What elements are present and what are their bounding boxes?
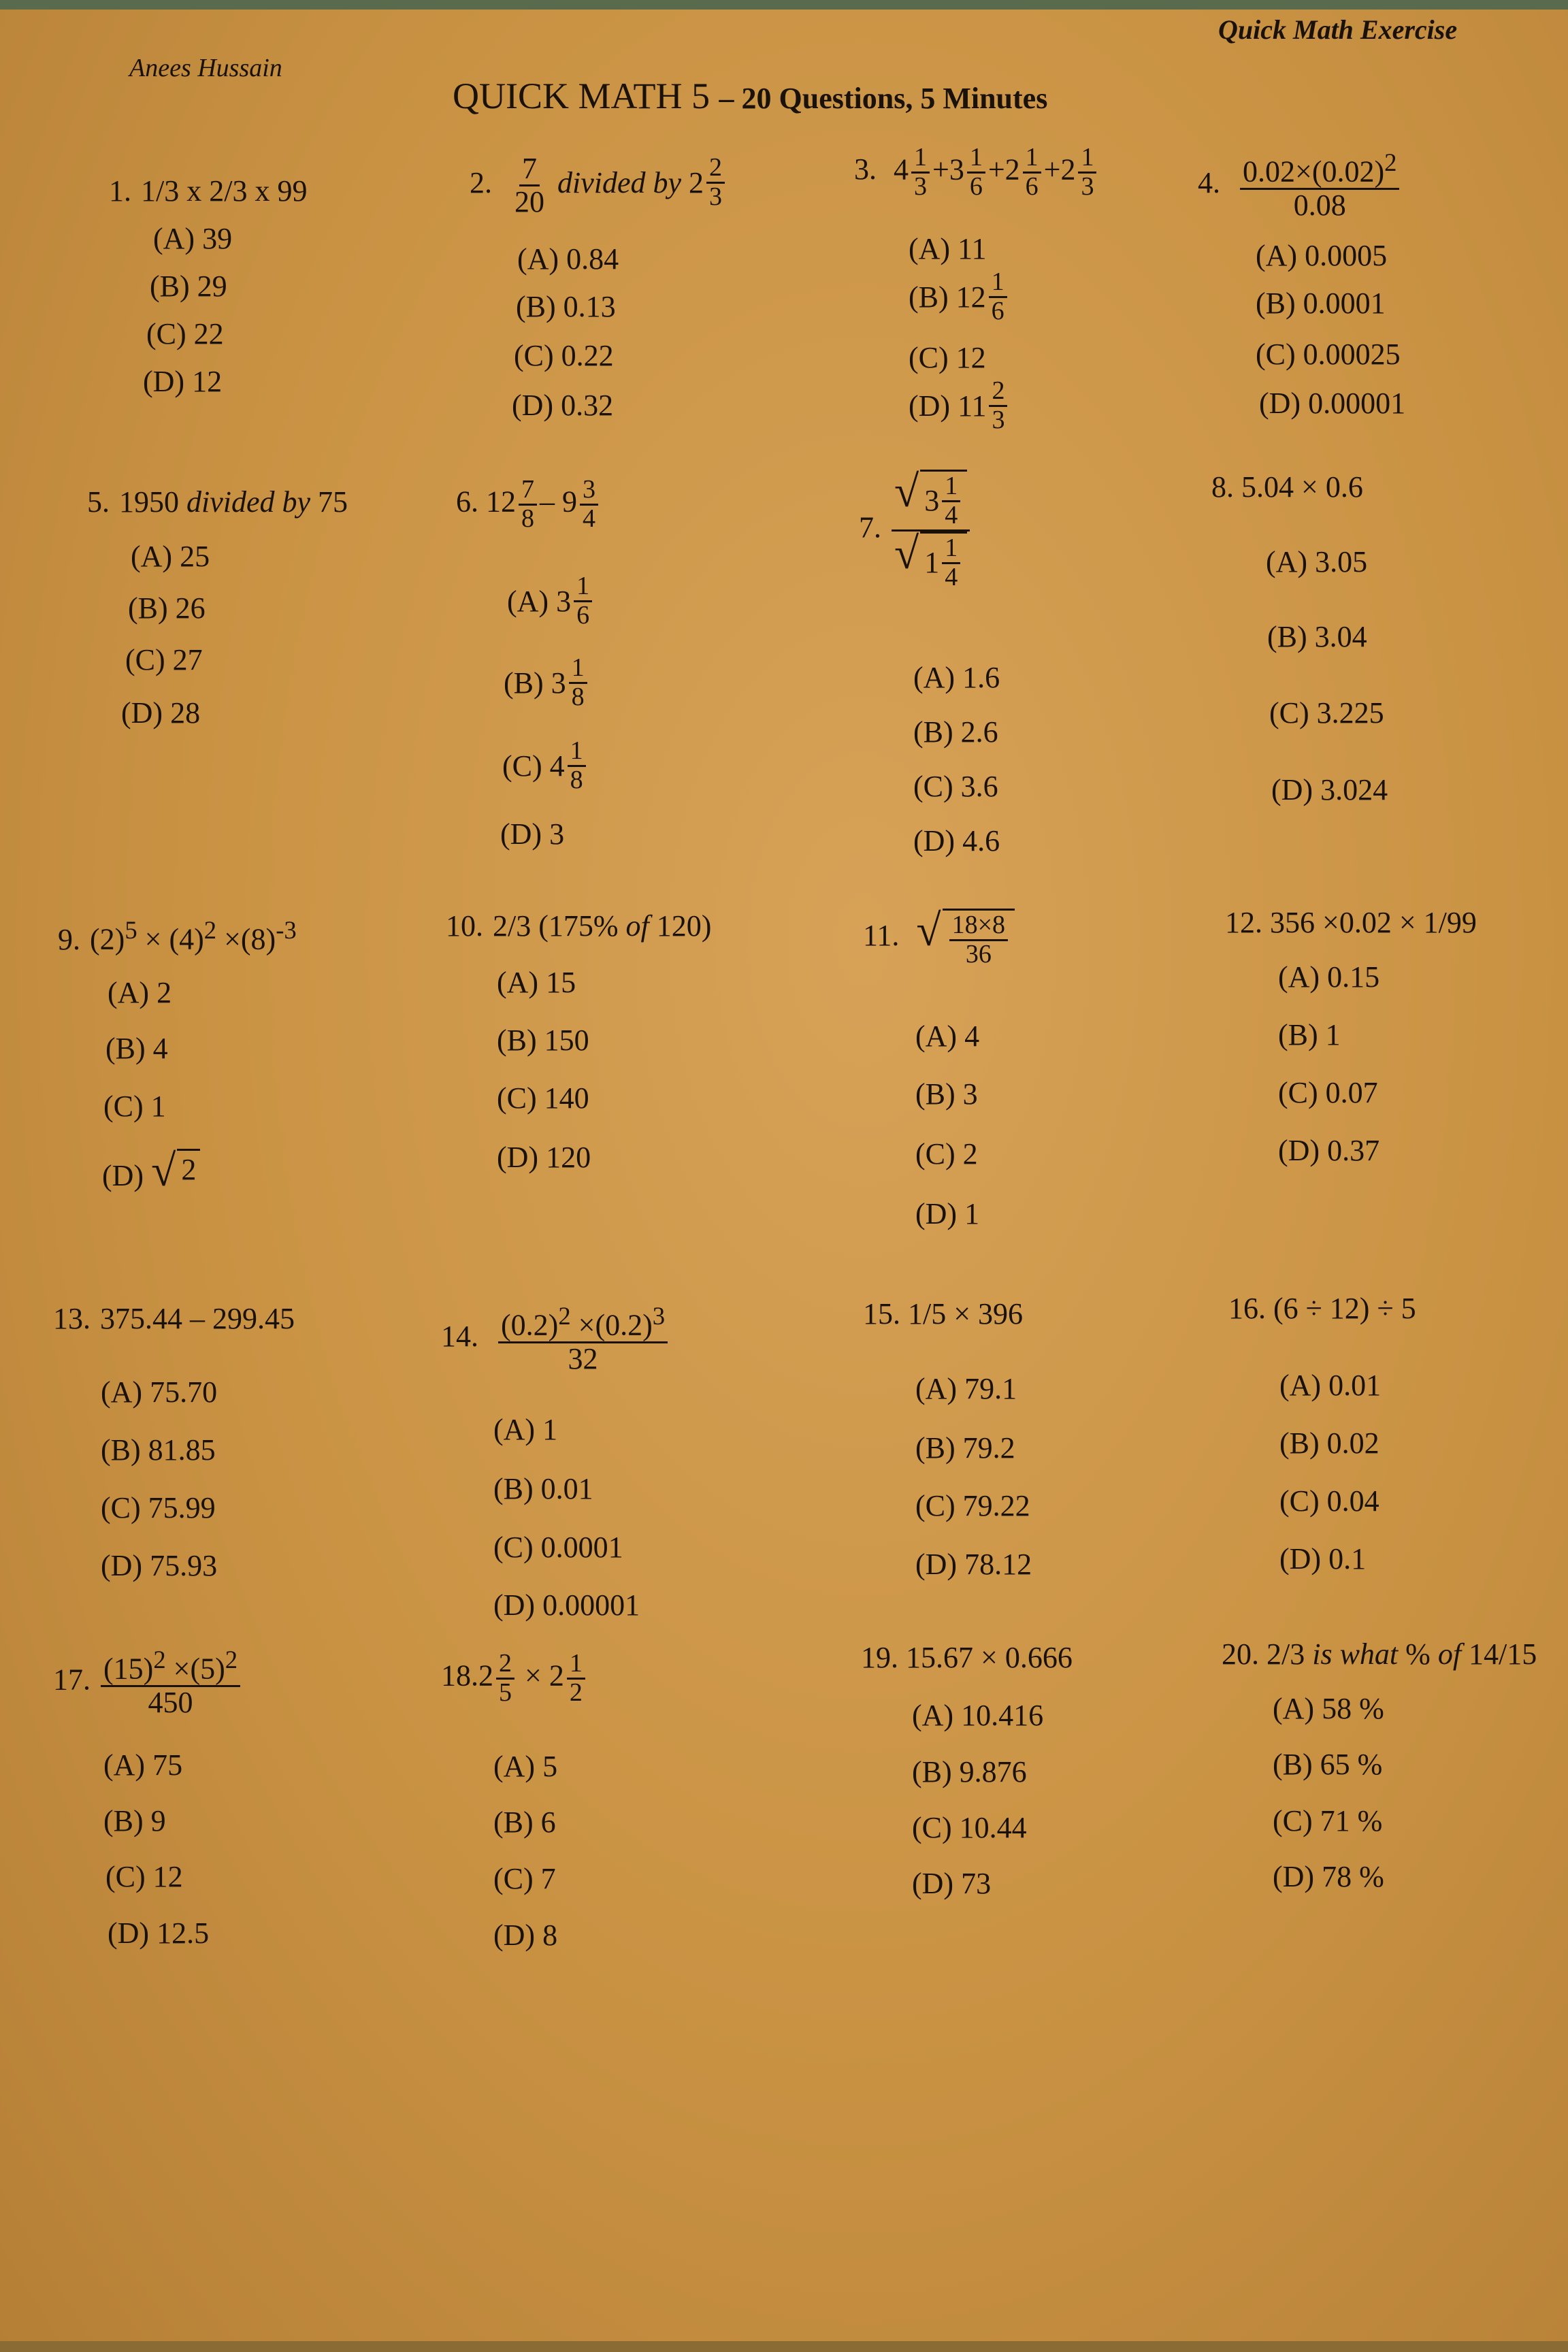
exercise-title: Quick Math Exercise [1218,14,1458,45]
q11-option-c[interactable]: (C) 2 [915,1137,978,1171]
q10-option-c[interactable]: (C) 140 [497,1081,589,1115]
q2-option-d[interactable]: (D) 0.32 [512,389,614,422]
q8-option-b[interactable]: (B) 3.04 [1267,620,1367,653]
question-12: 12. 356 ×0.02 × 1/99 [1225,906,1477,939]
fraction: $\frac{7}{20}$ [514,152,544,219]
q9-option-d[interactable]: (D) √ 2 [102,1149,200,1194]
q16-option-c[interactable]: (C) 0.04 [1279,1484,1379,1518]
q13-option-b[interactable]: (B) 81.85 [101,1433,216,1467]
question-number: 8. [1211,470,1234,504]
q15-option-b[interactable]: (B) 79.2 [915,1431,1015,1465]
q8-option-d[interactable]: (D) 3.024 [1271,773,1388,806]
question-5: 5. 1950 divided by 75 [87,485,348,519]
q17-option-a[interactable]: (A) 75 [103,1748,183,1782]
q9-option-a[interactable]: (A) 2 [108,976,172,1009]
fraction: $\frac{(0.2)^2 \times(0.2)^3}{32}$ [498,1303,668,1375]
q2-option-b[interactable]: (B) 0.13 [516,290,616,323]
q3-option-b[interactable]: (B) 12 $\frac{1}{6}$ [909,269,1010,325]
fraction: √ 3 $\frac{1}{4}$ √ 1 $\frac{1}{4}$ [892,470,970,591]
question-17 [53,1647,243,1718]
q19-option-a[interactable]: (A) 10.416 [912,1699,1044,1732]
q4-option-b[interactable]: (B) 0.0001 [1256,287,1386,320]
q5-option-d[interactable]: (D) 28 [121,696,201,730]
question-4 [1198,150,1402,221]
q7-option-d[interactable]: (D) 4.6 [913,824,1000,858]
q18-option-d[interactable]: (D) 8 [493,1918,558,1952]
question-number: 1. [109,174,131,208]
q1-option-b[interactable]: (B) 29 [150,270,227,303]
question-9: 9. $(2)^5 \times (4)^2 \times(8)^{-3}$ [58,916,297,956]
question-number: 17. [53,1663,91,1697]
q10-option-a[interactable]: (A) 15 [497,966,576,999]
square-root: √ $\frac{18\times 8}{36}$ [916,909,1015,968]
q11-option-a[interactable]: (A) 4 [915,1019,980,1053]
q14-option-d[interactable]: (D) 0.00001 [493,1588,640,1622]
question-number: 7. [859,510,881,544]
question-number: 20. [1222,1637,1259,1671]
q6-option-c[interactable]: (C) 4 $\frac{1}{8}$ [502,738,589,794]
q6-option-d[interactable]: (D) 3 [500,817,565,851]
question-number: 2. [470,165,492,199]
fraction: $\frac{0.02\times(0.02)^2}{0.08}$ [1240,150,1399,221]
question-18: 18.2 $\frac{2}{5}$ × 2 $\frac{1}{2}$ [441,1650,588,1707]
question-8: 8. 5.04 × 0.6 [1211,470,1363,504]
q7-option-c[interactable]: (C) 3.6 [913,770,998,803]
question-20: 20. 2/3 is what % of 14/15 [1222,1637,1537,1671]
question-number: 11. [863,919,900,952]
q9-option-b[interactable]: (B) 4 [105,1032,168,1065]
author-name: Anees Hussain [129,54,282,82]
q19-option-d[interactable]: (D) 73 [912,1867,992,1900]
question-number: 19. [861,1641,898,1674]
q16-option-a[interactable]: (A) 0.01 [1279,1369,1382,1402]
question-text: 1/3 x 2/3 x 99 [141,174,308,208]
fraction: $\frac{(15)^2 \times(5)^2}{450}$ [101,1647,240,1718]
q17-option-d[interactable]: (D) 12.5 [108,1916,210,1950]
question-number: 14. [441,1319,478,1353]
q8-option-c[interactable]: (C) 3.225 [1269,696,1384,730]
q5-option-c[interactable]: (C) 27 [125,643,203,676]
mixed-number: 2 $\frac{2}{3}$ [689,154,728,211]
question-number: 15. [863,1297,900,1330]
question-number: 16. [1228,1292,1266,1325]
q2-option-c[interactable]: (C) 0.22 [514,339,614,372]
q16-option-b[interactable]: (B) 0.02 [1279,1426,1379,1460]
question-16: 16. (6 ÷ 12) ÷ 5 [1228,1292,1416,1325]
q18-option-c[interactable]: (C) 7 [493,1862,556,1895]
q12-option-b[interactable]: (B) 1 [1278,1018,1341,1051]
q13-option-a[interactable]: (A) 75.70 [101,1375,218,1409]
title-main: QUICK MATH 5 [453,76,710,116]
q4-option-c[interactable]: (C) 0.00025 [1256,338,1401,371]
title-subtitle: – 20 Questions, 5 Minutes [719,82,1048,115]
question-2 [470,153,728,218]
q10-option-d[interactable]: (D) 120 [497,1141,591,1174]
q17-option-c[interactable]: (C) 12 [105,1860,183,1893]
q14-option-b[interactable]: (B) 0.01 [493,1472,593,1505]
q12-option-a[interactable]: (A) 0.15 [1278,960,1380,994]
q20-option-d[interactable]: (D) 78 % [1273,1860,1384,1893]
question-number: 9. [58,922,80,956]
question-number: 18. [441,1659,478,1693]
q3-option-a[interactable]: (A) 11 [909,232,987,265]
q12-option-d[interactable]: (D) 0.37 [1278,1134,1380,1167]
q5-option-a[interactable]: (A) 25 [131,540,210,573]
q11-option-d[interactable]: (D) 1 [915,1197,980,1230]
q7-option-b[interactable]: (B) 2.6 [913,715,998,749]
q19-option-c[interactable]: (C) 10.44 [912,1811,1027,1844]
question-number: 10. [446,909,483,943]
question-1 [109,174,307,208]
q19-option-b[interactable]: (B) 9.876 [912,1755,1027,1788]
question-number: 12. [1225,906,1262,939]
q7-option-a[interactable]: (A) 1.6 [913,661,1000,694]
q14-option-c[interactable]: (C) 0.0001 [493,1531,623,1564]
question-13: 13. 375.44 – 299.45 [53,1302,295,1335]
q9-option-c[interactable]: (C) 1 [103,1090,166,1123]
q15-option-c[interactable]: (C) 79.22 [915,1489,1030,1522]
q4-option-d[interactable]: (D) 0.00001 [1259,387,1406,420]
question-number: 6. [456,485,478,519]
top-edge-shadow [0,0,1568,10]
question-3: 3. 4 $\frac{1}{3}$ +3 $\frac{1}{6}$ +2 $\frac{1}{6}$ +2 $\frac{1}{3}$ [854,144,1099,201]
page-title [453,75,1047,117]
q14-option-a[interactable]: (A) 1 [493,1413,558,1446]
q1-option-a[interactable]: (A) 39 [153,222,233,255]
q6-option-a[interactable]: (A) 3 $\frac{1}{6}$ [507,573,595,630]
question-19: 19. 15.67 × 0.666 [861,1641,1073,1674]
q16-option-d[interactable]: (D) 0.1 [1279,1542,1367,1575]
q4-option-a[interactable]: (A) 0.0005 [1256,239,1388,272]
q8-option-a[interactable]: (A) 3.05 [1266,545,1368,578]
q13-option-c[interactable]: (C) 75.99 [101,1491,216,1524]
q15-option-a[interactable]: (A) 79.1 [915,1372,1017,1405]
question-number: 4. [1198,165,1220,199]
q11-option-b[interactable]: (B) 3 [915,1077,978,1111]
question-6: 6. 12 $\frac{7}{8}$ – 9 $\frac{3}{4}$ [456,476,601,533]
q10-option-b[interactable]: (B) 150 [497,1024,589,1057]
question-7 [859,467,973,591]
q1-option-d[interactable]: (D) 12 [143,365,223,398]
question-number: 3. [854,152,877,186]
q2-option-a[interactable]: (A) 0.84 [517,242,619,276]
q3-option-d[interactable]: (D) 11 $\frac{2}{3}$ [909,378,1010,434]
q18-option-b[interactable]: (B) 6 [493,1806,556,1839]
q20-option-c[interactable]: (C) 71 % [1273,1804,1383,1838]
bottom-edge-shadow [0,2341,1568,2352]
q17-option-b[interactable]: (B) 9 [103,1804,166,1838]
question-10: 10. 2/3 (175% of 120) [446,909,712,943]
q20-option-a[interactable]: (A) 58 % [1273,1692,1384,1725]
q15-option-d[interactable]: (D) 78.12 [915,1548,1032,1581]
q18-option-a[interactable]: (A) 5 [493,1750,558,1783]
q13-option-d[interactable]: (D) 75.93 [101,1549,218,1582]
question-number: 13. [53,1302,91,1335]
q3-option-c[interactable]: (C) 12 [909,341,986,374]
question-15: 15. 1/5 × 396 [863,1297,1024,1330]
question-number: 5. [87,485,110,519]
q5-option-b[interactable]: (B) 26 [128,591,206,625]
question-text: divided by [557,165,682,199]
question-11 [863,906,1015,968]
q12-option-c[interactable]: (C) 0.07 [1278,1076,1378,1109]
q20-option-b[interactable]: (B) 65 % [1273,1748,1383,1781]
question-14 [441,1303,670,1375]
q6-option-b[interactable]: (B) 3 $\frac{1}{8}$ [504,655,590,711]
q1-option-c[interactable]: (C) 22 [146,317,224,350]
